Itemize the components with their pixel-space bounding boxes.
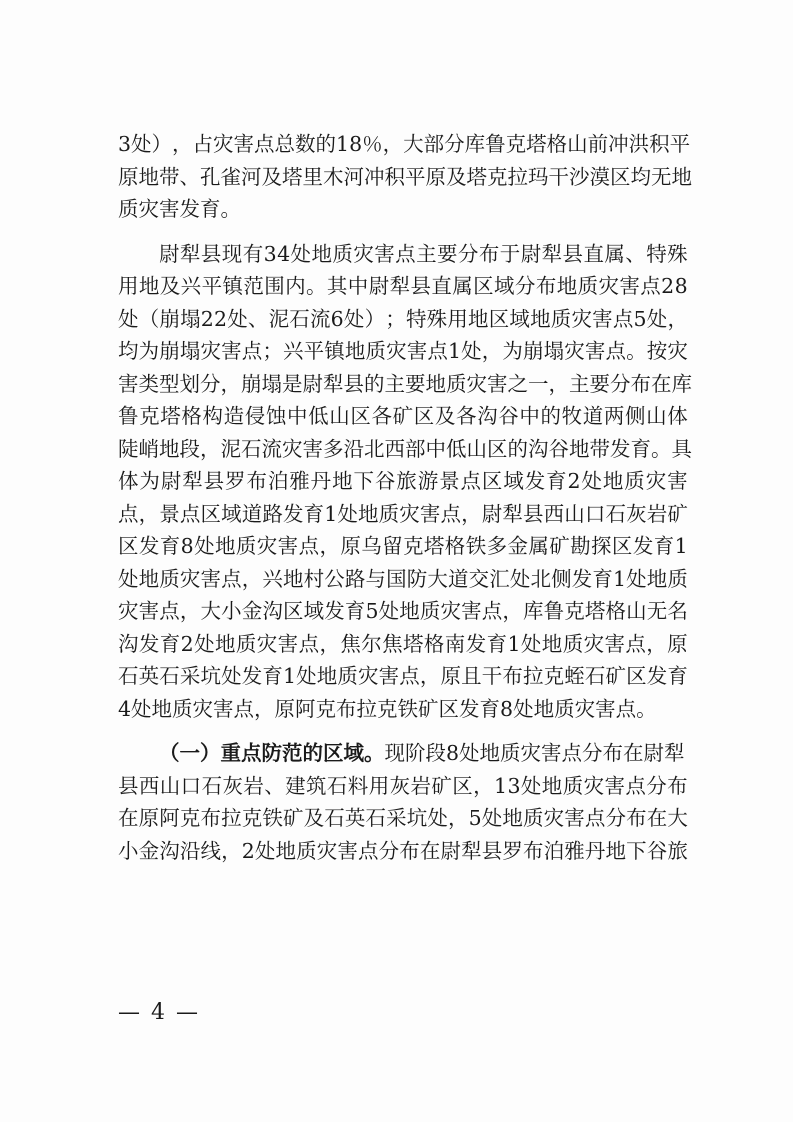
text-line: 在 原 阿 克 布 拉 克 铁 矿 及 石 英 石 采 坑 处 ， 5 处 地 质 灾 害 点 分 布 在 大 — [118, 806, 688, 830]
text-line: 4处地质灾害点，原阿克布拉克铁矿区发育8处地质灾害点。 — [118, 696, 657, 721]
body-text — [118, 128, 692, 867]
text-line: 均 为 崩 塌 灾 害 点 ； 兴 平 镇 地 质 灾 害 点 1 处 ， 为 崩 塌 灾 害 点 。 按 灾 — [118, 339, 688, 363]
page-number: — 4 — — [118, 1000, 200, 1025]
section-heading-continuation: 现阶段8处地质灾害点分布在尉犁 — [384, 741, 685, 765]
text-line: 鲁 克 塔 格 构 造 侵 蚀 中 低 山 区 各 矿 区 及 各 沟 谷 中 的 牧 道 两 侧 山 体 — [118, 404, 688, 428]
text-line: 质灾害发育。 — [118, 197, 241, 221]
text-line: 尉 犁 县 现 有 3 4 处 地 质 灾 害 点 主 要 分 布 于 尉 犁 县 直 属 、 特 殊 — [159, 241, 688, 266]
text-line: 灾 害 点 ， 大 小 金 沟 区 域 发 育 5 处 地 质 灾 害 点 ， 库 鲁 克 塔 格 山 无 名 — [118, 599, 688, 623]
text-line: 石 英 石 采 坑 处 发 育 1 处 地 质 灾 害 点 ， 原 且 干 布 拉 克 蛭 石 矿 区 发 育 — [118, 664, 688, 688]
text-line: 处 （ 崩 塌 2 2 处 、 泥 石 流 6 处 ） ； 特 殊 用 地 区 域 地 质 灾 害 点 5 处 ， — [118, 306, 688, 331]
text-line: 陡 峭 地 段 ， 泥 石 流 灾 害 多 沿 北 西 部 中 低 山 区 的 沟 谷 地 带 发 育 。 具 — [118, 436, 692, 461]
text-line: 用 地 及 兴 平 镇 范 围 内 。 其 中 尉 犁 县 直 属 区 域 分 布 地 质 灾 害 点 2 8 — [118, 274, 688, 298]
text-line: 害 类 型 划 分 ， 崩 塌 是 尉 犁 县 的 主 要 地 质 灾 害 之 一 ， 主 要 分 布 在 库 — [118, 371, 692, 396]
text-line: 区 发 育 8 处 地 质 灾 害 点 ， 原 乌 留 克 塔 格 铁 多 金 属 矿 勘 探 区 发 育 1 — [118, 534, 688, 558]
text-line: 体 为 尉 犁 县 罗 布 泊 雅 丹 地 下 谷 旅 游 景 点 区 域 发 育 2 处 地 质 灾 害 — [118, 469, 688, 493]
section-heading: （一）重点防范的区域。 — [159, 741, 385, 765]
text-line: 原 地 带 、 孔 雀 河 及 塔 里 木 河 冲 积 平 原 及 塔 克 拉 玛 干 沙 漠 区 均 无 地 — [118, 164, 692, 189]
text-line: 点 ， 景 点 区 域 道 路 发 育 1 处 地 质 灾 害 点 ， 尉 犁 县 西 山 口 石 灰 岩 矿 — [118, 501, 688, 526]
text-line: 处 地 质 灾 害 点 ， 兴 地 村 公 路 与 国 防 大 道 交 汇 处 北 侧 发 育 1 处 地 质 — [118, 566, 688, 591]
text-line: 沟 发 育 2 处 地 质 灾 害 点 ， 焦 尔 焦 塔 格 南 发 育 1 处 地 质 灾 害 点 ， 原 — [118, 631, 688, 656]
text-line: 3 处 ） ， 占 灾 害 点 总 数 的 1 8 ％ ， 大 部 分 库 鲁 克 塔 格 山 前 冲 洪 积 平 — [118, 132, 691, 156]
text-line: 县 西 山 口 石 灰 岩 、 建 筑 石 料 用 灰 岩 矿 区 ， 1 3 处 地 质 灾 害 点 分 布 — [118, 773, 688, 798]
text-line: 小 金 沟 沿 线 ， 2 处 地 质 灾 害 点 分 布 在 尉 犁 县 罗 布 泊 雅 丹 地 下 谷 旅 — [118, 838, 688, 863]
section-heading-line — [118, 737, 688, 770]
